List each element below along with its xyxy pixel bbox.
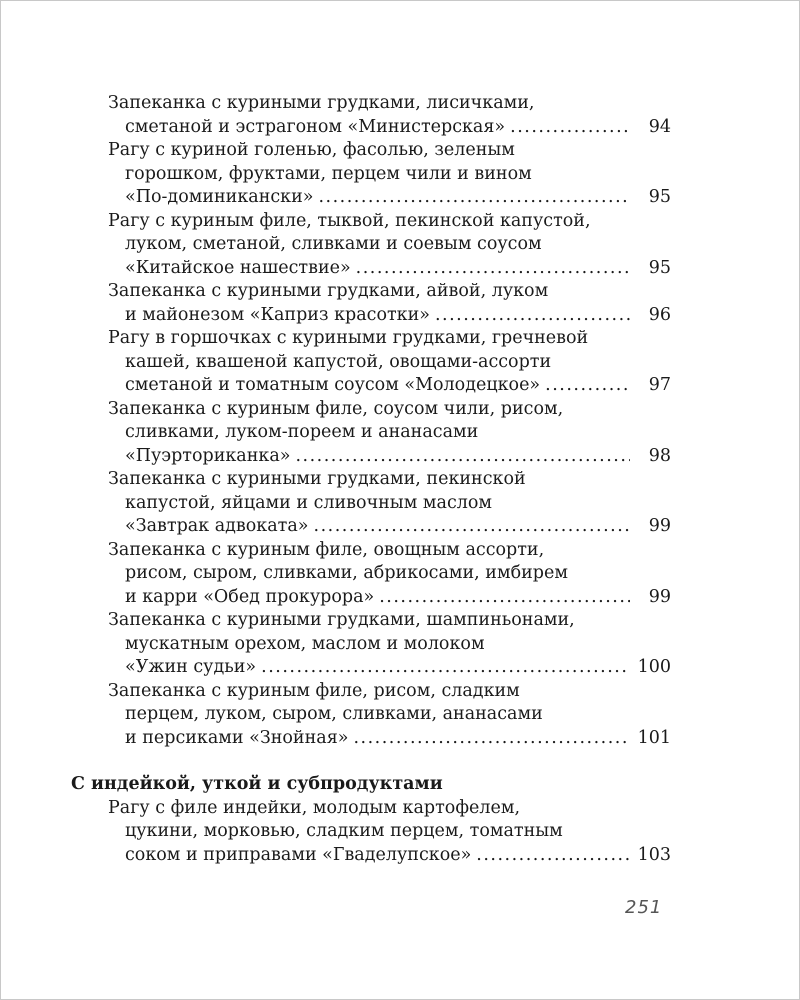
entry-last-line (71, 445, 671, 469)
toc-entry (71, 609, 671, 680)
dot-leader (295, 445, 630, 469)
toc-entry (71, 680, 671, 751)
dot-leader (435, 304, 630, 328)
entry-last-line (71, 186, 671, 210)
entry-line: «Пуэрториканка» (125, 445, 291, 466)
entry-line: кашей, квашеной капустой, овощами-ассорти (125, 351, 552, 372)
dot-leader (318, 186, 630, 210)
entry-line: Запеканка с куриным филе, соусом чили, рисом, (108, 398, 564, 419)
entry-last-line (71, 116, 671, 140)
entry-line: рисом, сыром, сливками, абрикосами, имбирем (125, 563, 568, 583)
entry-line: Запеканка с куриным филе, овощным ассорти, (108, 539, 545, 560)
entry-page-number: 97 (648, 375, 671, 395)
toc-entry (71, 92, 671, 139)
entry-line: Запеканка с куриными грудками, лисичками, (108, 93, 535, 113)
dot-leader (379, 586, 630, 610)
toc-entry (71, 468, 671, 539)
entry-line: сметаной и эстрагоном «Министерская» (125, 116, 506, 137)
entry-page-number: 95 (648, 187, 671, 207)
entry-last-line (71, 257, 671, 281)
entry-last-line (71, 727, 671, 751)
entry-page-number: 98 (648, 445, 671, 466)
entry-line: луком, сметаной, сливками и соевым соусом (125, 234, 542, 254)
entry-line: цукини, морковью, сладким перцем, томатным (125, 821, 563, 841)
toc-entry (71, 280, 671, 327)
toc-entry (71, 797, 671, 868)
entry-page-number: 103 (637, 844, 671, 865)
section-heading: С индейкой, уткой и субпродуктами (71, 774, 443, 794)
entry-line: и карри «Обед прокурора» (125, 586, 375, 607)
entry-line: Запеканка с куриными грудками, пекинской (108, 469, 526, 489)
entry-page-number: 101 (637, 727, 671, 748)
toc-entry (71, 327, 671, 398)
entry-line: «Китайское нашествие» (125, 257, 351, 278)
dot-leader (353, 727, 630, 751)
entry-line: «Завтрак адвоката» (125, 516, 309, 536)
entry-line: сметаной и томатным соусом «Молодецкое» (125, 375, 541, 395)
toc-entry (71, 139, 671, 210)
entry-line: перцем, луком, сыром, сливками, ананасами (125, 704, 543, 724)
entry-line: Запеканка с куриными грудками, шампиньонами, (108, 610, 575, 630)
section-entries (71, 797, 671, 868)
page-number: 251 (625, 897, 663, 918)
toc-entries (71, 92, 671, 750)
entry-page-number: 100 (637, 657, 671, 677)
table-of-contents (71, 92, 671, 867)
toc-entry (71, 210, 671, 281)
entry-last-line (71, 586, 671, 610)
entry-page-number: 99 (648, 516, 671, 536)
dot-leader (510, 116, 630, 140)
entry-line: «Ужин судьи» (125, 657, 257, 677)
entry-line: и персиками «Знойная» (125, 727, 349, 748)
entry-line: мускатным орехом, маслом и молоком (125, 633, 485, 654)
entry-line: горошком, фруктами, перцем чили и вином (125, 163, 532, 184)
entry-line: «По-доминикански» (125, 187, 314, 207)
entry-line: и майонезом «Каприз красотки» (125, 304, 430, 325)
dot-leader (261, 656, 630, 680)
entry-page-number: 96 (648, 304, 671, 325)
entry-line: соком и приправами «Гваделупское» (125, 844, 472, 865)
entry-last-line (71, 515, 671, 539)
dot-leader (476, 844, 630, 868)
entry-line: Рагу с куриной голенью, фасолью, зеленым (108, 140, 515, 160)
dot-leader (314, 515, 630, 539)
entry-page-number: 95 (648, 257, 671, 278)
entry-line: Рагу с филе индейки, молодым картофелем, (108, 797, 521, 818)
dot-leader (545, 374, 630, 398)
entry-last-line (71, 304, 671, 328)
entry-line: Рагу в горшочках с куриными грудками, гречневой (108, 328, 589, 348)
entry-last-line (71, 374, 671, 398)
entry-line: Запеканка с куриными грудками, айвой, луком (108, 281, 549, 301)
toc-entry (71, 539, 671, 610)
entry-page-number: 99 (648, 586, 671, 607)
entry-line: Запеканка с куриным филе, рисом, сладким (108, 680, 520, 701)
toc-entry (71, 398, 671, 469)
dot-leader (356, 257, 630, 281)
entry-page-number: 94 (648, 116, 671, 137)
entry-line: Рагу с куриным филе, тыквой, пекинской капустой, (108, 210, 591, 231)
entry-line: сливками, луком-пореем и ананасами (125, 422, 479, 442)
entry-last-line (71, 656, 671, 680)
entry-last-line (71, 844, 671, 868)
entry-line: капустой, яйцами и сливочным маслом (125, 492, 493, 513)
